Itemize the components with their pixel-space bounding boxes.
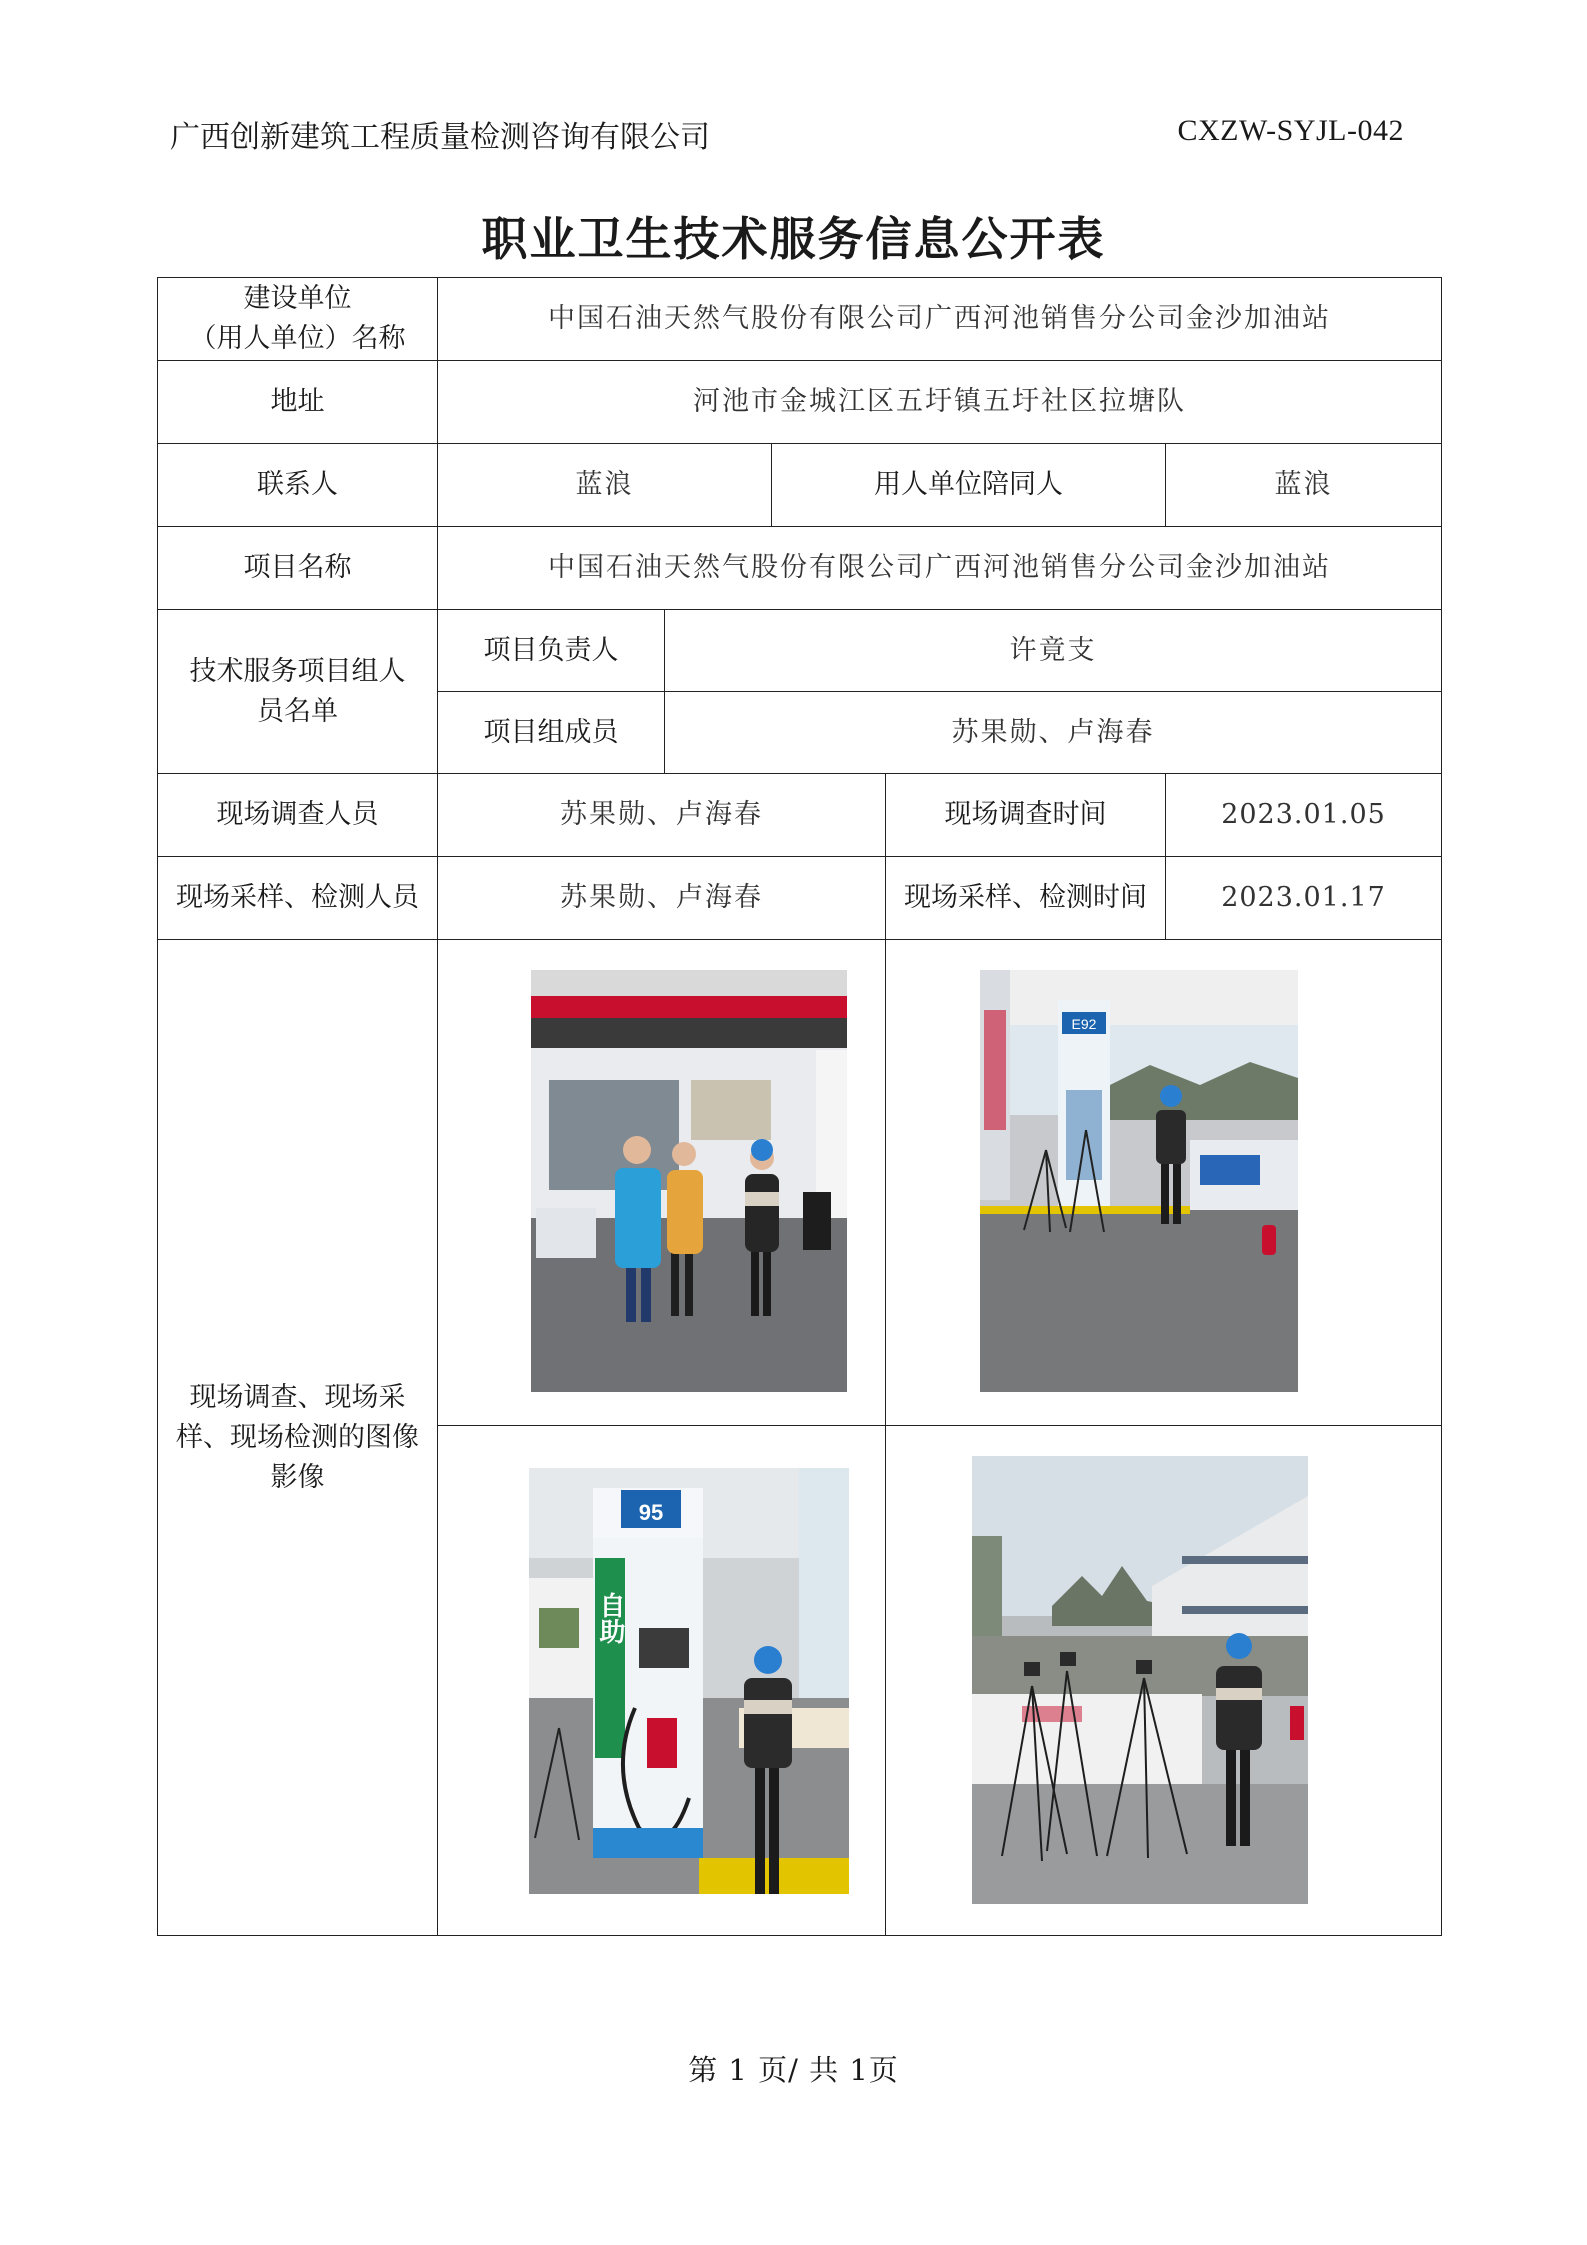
photo-pump-95 (529, 1468, 849, 1894)
survey-time-value: 2023.01.05 (1166, 774, 1442, 857)
escort-value: 蓝浪 (1166, 444, 1442, 527)
photo-cell-2 (886, 940, 1442, 1426)
photo-team-at-store-image (531, 970, 847, 1392)
photo-cell-3 (438, 1426, 886, 1936)
row-employer (158, 278, 1442, 361)
employer-label-line1: 建设单位 (243, 283, 352, 314)
self-service-sign: 自助 (595, 1592, 625, 1644)
sampling-staff-value: 苏果勋、卢海春 (438, 857, 886, 940)
sampling-staff-label: 现场采样、检测人员 (158, 857, 438, 940)
survey-staff-value: 苏果勋、卢海春 (438, 774, 886, 857)
page-number: 第 1 页/ 共 1页 (688, 2053, 899, 2087)
photo-pump-e92-image (980, 970, 1298, 1392)
address-value: 河池市金城江区五圩镇五圩社区拉塘队 (438, 361, 1442, 444)
survey-staff-label: 现场调查人员 (158, 774, 438, 857)
images-label-line2: 样、现场检测的图像 (176, 1421, 419, 1453)
address-label: 地址 (158, 361, 438, 444)
employer-label-line2: （用人单位）名称 (189, 323, 406, 354)
document-code: CXZW-SYJL-042 (1177, 114, 1404, 147)
contact-value: 蓝浪 (438, 444, 772, 527)
sampling-time-value: 2023.01.17 (1166, 857, 1442, 940)
row-address (158, 361, 1442, 444)
members-value: 苏果勋、卢海春 (665, 692, 1442, 774)
photo-tank-area-image (972, 1456, 1308, 1904)
row-survey (158, 774, 1442, 857)
project-name-label: 项目名称 (158, 527, 438, 610)
photo-pump-e92 (980, 970, 1298, 1392)
team-label-line2: 员名单 (257, 695, 338, 727)
employer-value: 中国石油天然气股份有限公司广西河池销售分公司金沙加油站 (438, 278, 1442, 361)
members-label: 项目组成员 (438, 692, 665, 774)
photo-tank-area (972, 1456, 1308, 1904)
images-label (158, 940, 438, 1936)
company-name: 广西创新建筑工程质量检测咨询有限公司 (170, 120, 710, 155)
contact-label: 联系人 (158, 444, 438, 527)
team-label-line1: 技术服务项目组人 (189, 655, 406, 687)
photo-cell-4 (886, 1426, 1442, 1936)
row-leader (158, 610, 1442, 692)
sampling-time-label: 现场采样、检测时间 (886, 857, 1166, 940)
page-title: 职业卫生技术服务信息公开表 (481, 212, 1106, 266)
photo-pump-95-image (529, 1468, 849, 1894)
escort-label: 用人单位陪同人 (772, 444, 1166, 527)
pump-e92-label: E92 (1071, 1016, 1097, 1032)
pump-95-label: 95 (638, 1500, 664, 1525)
row-sampling (158, 857, 1442, 940)
photo-team-at-store (531, 970, 847, 1392)
row-project-name (158, 527, 1442, 610)
employer-label (158, 278, 438, 361)
images-label-line1: 现场调查、现场采 (189, 1381, 406, 1413)
leader-label: 项目负责人 (438, 610, 665, 692)
photo-cell-1 (438, 940, 886, 1426)
images-label-line3: 影像 (270, 1461, 325, 1493)
team-label (158, 610, 438, 774)
row-photos-1 (158, 940, 1442, 1426)
info-table (157, 277, 1442, 1936)
survey-time-label: 现场调查时间 (886, 774, 1166, 857)
leader-value: 许竟支 (665, 610, 1442, 692)
row-contact (158, 444, 1442, 527)
project-name-value: 中国石油天然气股份有限公司广西河池销售分公司金沙加油站 (438, 527, 1442, 610)
